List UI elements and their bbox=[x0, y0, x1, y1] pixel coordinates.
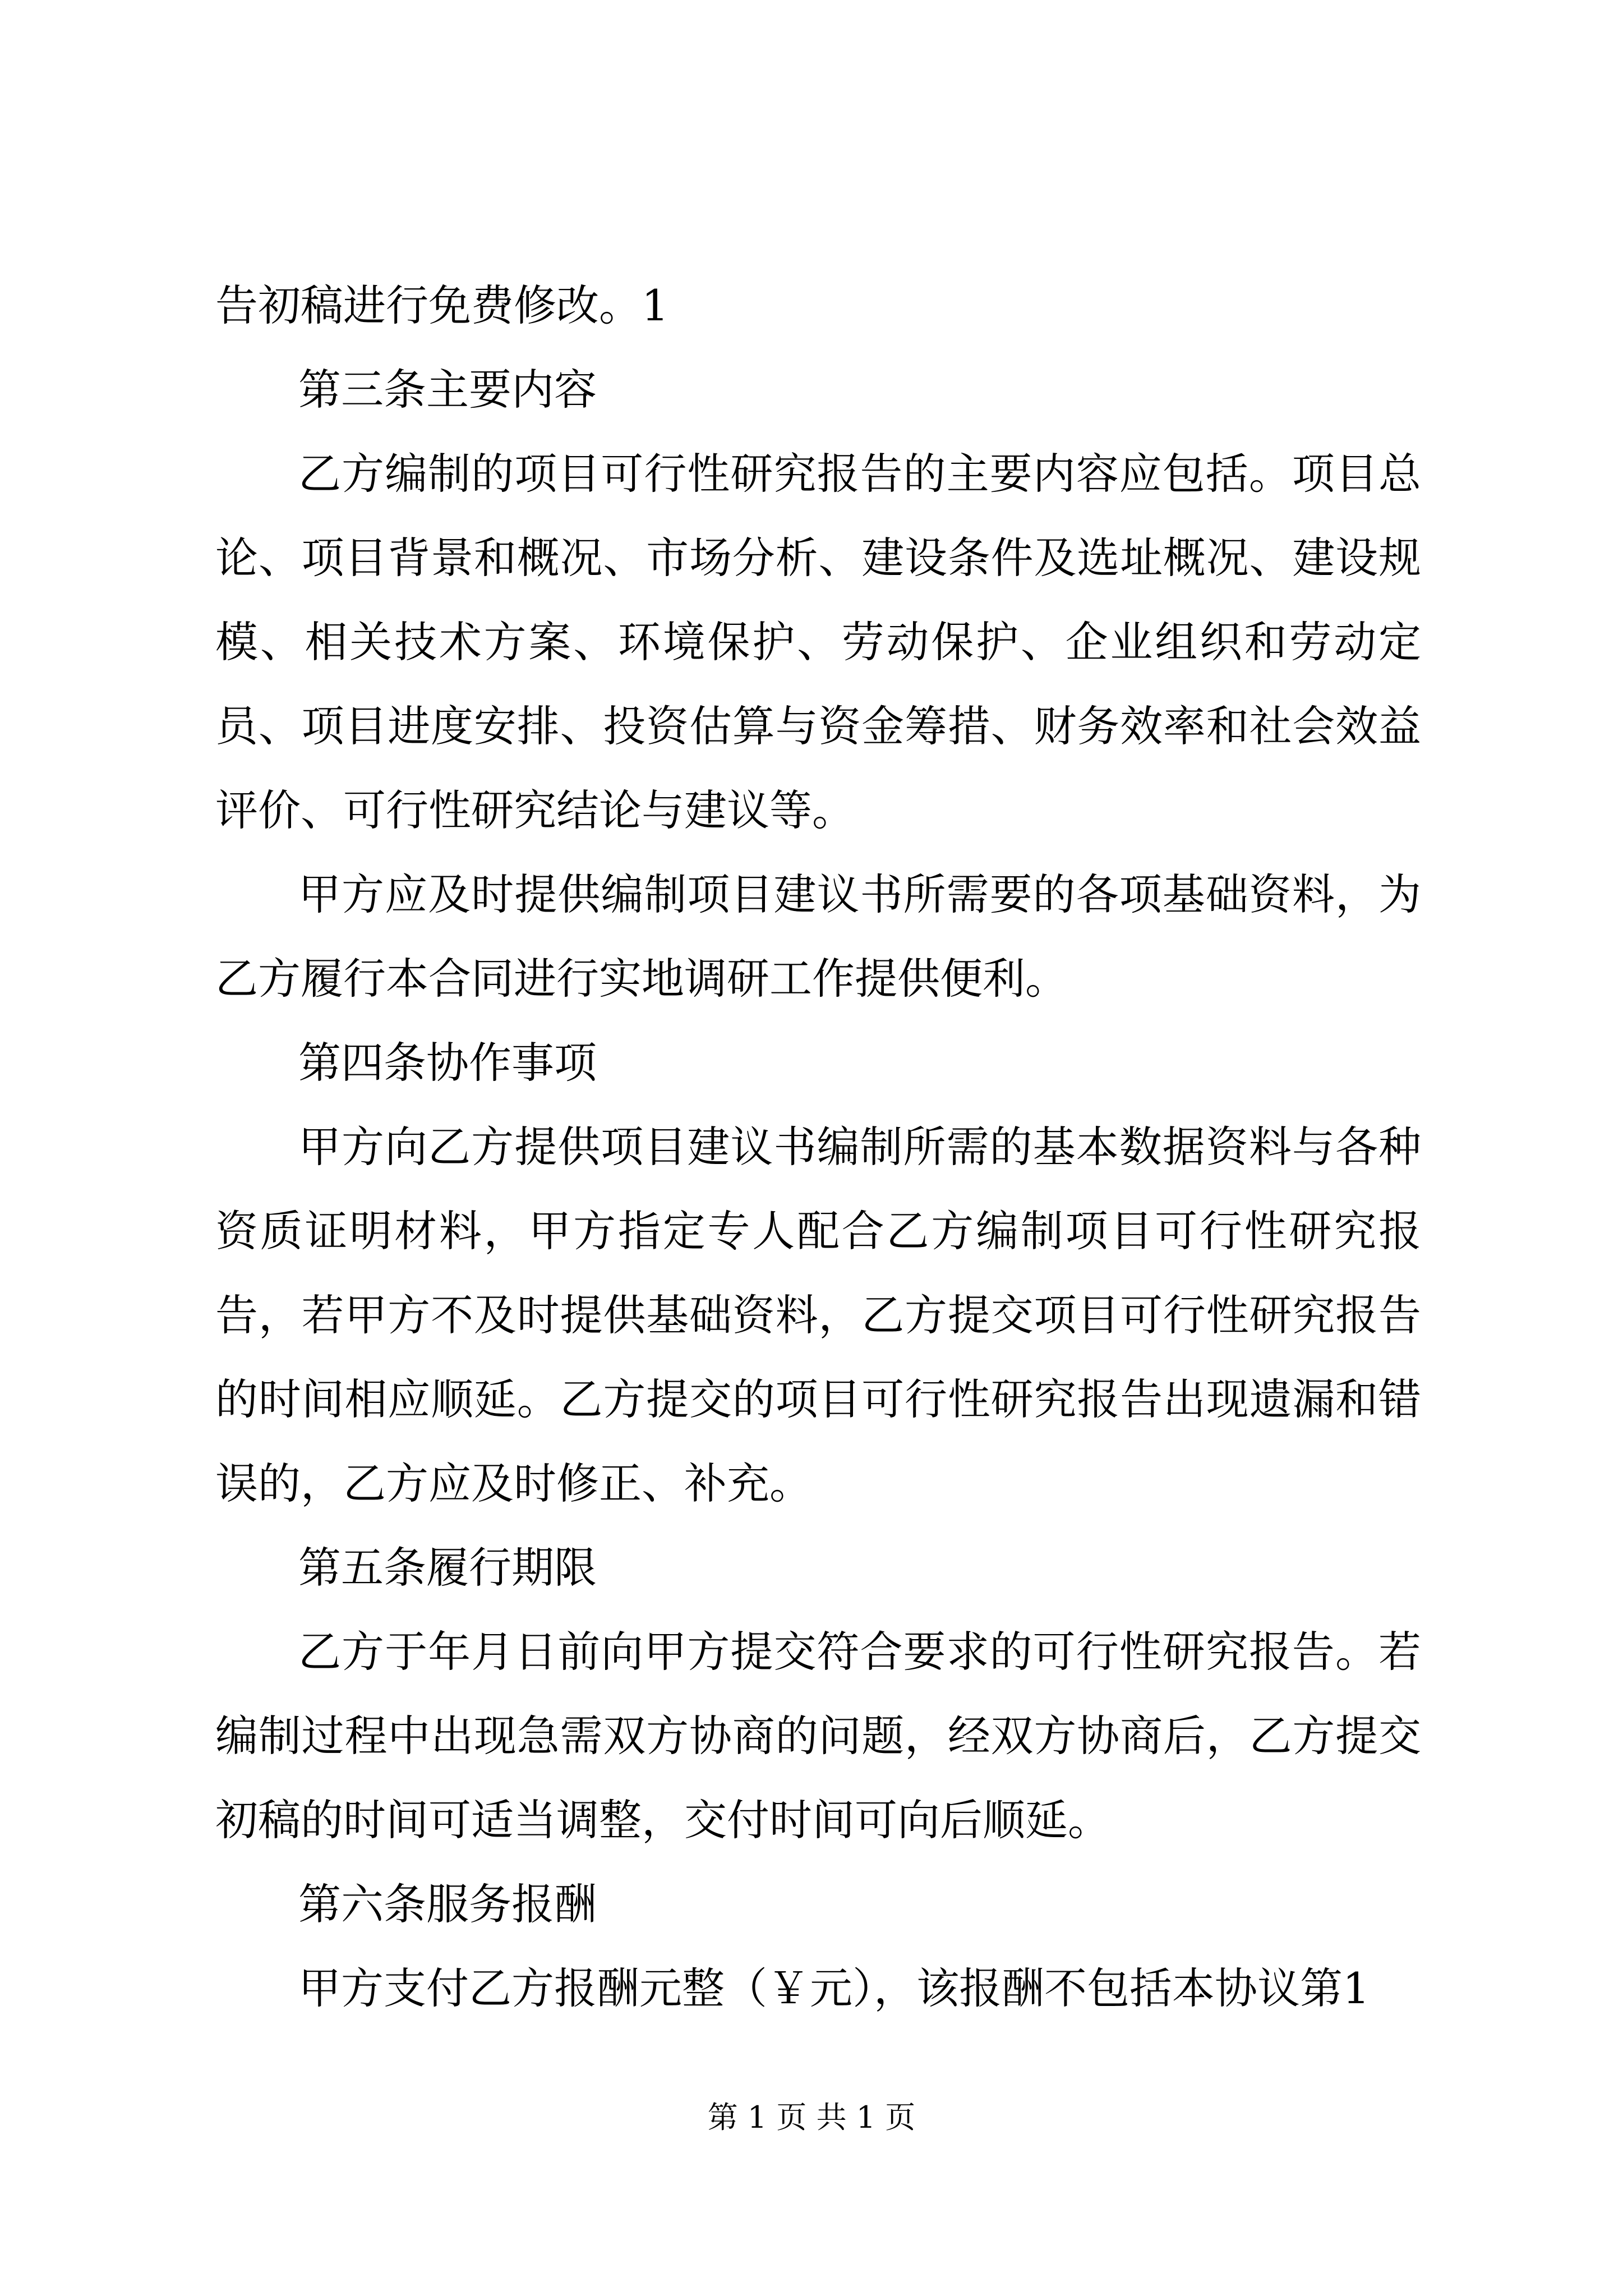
paragraph-term: 乙方于年月日前向甲方提交符合要求的可行性研究报告。若编制过程中出现急需双方协商的问题，经双方协商后，乙方提交初稿的时间可适当调整，交付时间可向后顺延。 bbox=[215, 1627, 1421, 1845]
heading-article-6: 第六条服务报酬 bbox=[298, 1879, 597, 1929]
heading-article-3: 第三条主要内容 bbox=[298, 365, 597, 415]
document-body bbox=[215, 264, 1421, 2031]
page-footer: 第 1 页 共 1 页 bbox=[707, 2100, 916, 2135]
heading-article-4: 第四条协作事项 bbox=[298, 1038, 597, 1088]
paragraph-cooperation: 甲方向乙方提供项目建议书编制所需的基本数据资料与各种资质证明材料，甲方指定专人配合乙方编制项目可行性研究报告，若甲方不及时提供基础资料，乙方提交项目可行性研究报告的时间相应顺延。乙方提交的项目可行性研究报告出现遗漏和错误的，乙方应及时修正、补充。 bbox=[215, 1122, 1421, 1508]
paragraph-main-content: 乙方编制的项目可行性研究报告的主要内容应包括。项目总论、项目背景和概况、市场分析、建设条件及选址概况、建设规模、相关技术方案、环境保护、劳动保护、企业组织和劳动定员、项目进度安排、投资估算与资金筹措、财务效率和社会效益评价、可行性研究结论与建议等。 bbox=[215, 449, 1421, 835]
paragraph-provide-materials: 甲方应及时提供编制项目建议书所需要的各项基础资料，为乙方履行本合同进行实地调研工作提供便利。 bbox=[215, 869, 1421, 1004]
paragraph-remuneration: 甲方支付乙方报酬元整（￥元），该报酬不包括本协议第1 bbox=[298, 1963, 1370, 2013]
paragraph-continuation: 告初稿进行免费修改。1 bbox=[215, 280, 669, 330]
heading-article-5: 第五条履行期限 bbox=[298, 1543, 597, 1593]
